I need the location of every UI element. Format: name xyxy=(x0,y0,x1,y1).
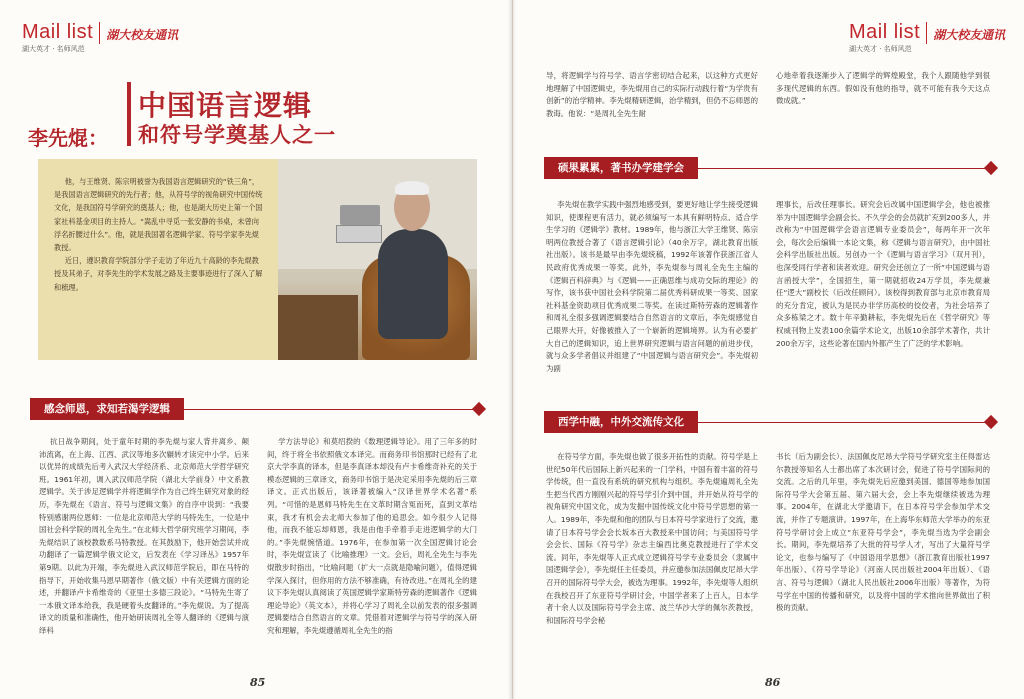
article-title-line2: 和符号学奠基人之一 xyxy=(138,122,336,147)
body-paragraph: 导，将逻辑学与符号学、语言学密切结合起来，以这种方式更好地理解了中国逻辑史，李先焜用自己的实际行动践行着“为学贵有创新”的治学精神。李先焜精研逻辑，治学精到，但仍不忘师恩的教诲。他说：“是周礼全先生耐 xyxy=(546,71,758,118)
section-header-2 xyxy=(544,157,996,179)
title-accent-bar xyxy=(127,82,131,146)
text-column-right-top-2 xyxy=(776,70,990,126)
spine-fold xyxy=(508,0,516,699)
section-header-3 xyxy=(544,411,996,433)
diamond-icon xyxy=(472,402,486,416)
body-paragraph: 书长（后为副会长）、法国佩皮尼昂大学符号学研究室主任得雷达尔教授等知名人士都出席了本次研讨会，促进了符号学国际间的交流。之后的几年里，李先焜先后应邀到美国、德国等地参加国际符号学大会第五届、第六届大会，会上李先焜继续被选为理事。2004年，在湖北大学邀请下，在日本符号学会参加学术交流，并作了专题演讲。1997年，在上海华东师范大学举办的东亚符号学研讨会上成立“东亚符号学会”，李先焜当选为学会副会长。期间，李先焜培养了大批的符号学人才，写出了大量符号学论文，也参与编写了《中国语用学思想》（浙江教育出版社1997年出版）、《符号学导论》（河南人民出版社2004年出版）、《语言、符号与逻辑》（湖北人民出版社2006年出版）等著作，为符号学在中国的传播和研究，以及将中国的学术推向世界做出了积极的贡献。 xyxy=(776,452,990,613)
section-rule xyxy=(698,422,996,423)
section-title-3: 西学中融，中外交流传文化 xyxy=(544,411,698,433)
intro-paragraph: 他，与王维贤、陈宗明被誉为我国语言逻辑研究的“铁三角”，是我国语言逻辑研究的先行者；他，从符号学的视角研究中国传统文化，是我国符号学研究的奠基人；他，也是湖大历史上第一个国家社科基金项目的主持人。“嵩乱中寻觅一张安静的书桌，未曾向浮名折腰过什么”。他，就是我国著名逻辑学家、符号学家李先焜教授。 xyxy=(54,177,263,253)
body-paragraph: 在符号学方面，李先焜也做了很多开拓性的贡献。符号学是上世纪50年代后国际上新兴起来的一门学科，中国有着丰富的符号学传统，但一直没有系统的研究机构与组织。李先焜遍周礼全先生把当代西方刚刚兴起的符号学引介到中国，并开始从符号学的视角研究中国文化，成为发掘中国传统文化中符号学思想的第一人。1989年，李先焜和他的团队与日本符号学家进行了交流，邀请了日本符号学会会长坂本百大教授来中国访问；与美国符号学会会长、国际《符号学》杂志主编西比奥克教授进行了学术交流。同年，李先焜等人正式成立逻辑符号学专业委员会（隶属中国逻辑学会），李先焜任主任委员，并应邀参加法国佩皮尼昂大学召开的国际符号学大会，被选为理事。1992年，李先焜等人组织在我校召开了东亚符号学研讨会，中国学者来了上百人，日本学者十余人以及国际符号学会主席、波兰华沙大学的佩尔茨教授，和国际符号学会秘 xyxy=(546,452,758,625)
article-title-line1: 中国语言逻辑 xyxy=(138,89,313,122)
text-column-right-mid-1 xyxy=(546,199,758,379)
section-title-2: 硕果累累，著书办学建学会 xyxy=(544,157,698,179)
mail-list-label: Mail list xyxy=(22,21,94,43)
section-header-1 xyxy=(30,398,484,420)
mail-list-label: Mail list xyxy=(849,21,921,43)
body-paragraph: 学方法导论》和莫绍揆的《数理逻辑导论》。用了三年多的时间，终于将全书依照俄文本译完。而商务印书馆那时已经有了北京大学李真的译本，但是李真译本却没有卢卡希维奇补充的关于模态逻辑的三章译文，商务印书馆于是决定采用李先焜的后三章译文。正式出版后，该译著被编入“汉译世界学术名著”系列。“可惜的是恩师马特先生在文革时期含冤而死，直到文革结束，我才有机会去北师大参加了他的追思会。如今很少人记得他，而我不能忘却师恩，我是由他手牵着手走进逻辑学的大门的。”李先焜惋惜道。1976年，在参加第一次全国逻辑讨论会时，李先焜宣读了《比喻推理》一文。会后，周礼全先生与李先焜散步时指出，“比喻问题（扩大一点就是隐喻问题），值得逻辑学深入探讨，但你用的方法不够准确，有待改进。”在周礼全的建议下李先焜认真阅读了英国逻辑学家斯特劳森的逻辑著作《逻辑理论导论》（英文本），并将心学习了周礼全以前发表的很多强调逻辑要结合自然语言的文章。凭借着对逻辑学与符号学的深入研究和理解，李先焜遵循周礼全先生的指 xyxy=(267,437,477,635)
diamond-icon xyxy=(984,161,998,175)
header-subtitle: 湖大英才 · 名师风范 xyxy=(849,45,912,53)
header-subtitle: 湖大英才 · 名师风范 xyxy=(22,45,85,53)
text-column-left-2 xyxy=(267,436,477,680)
text-column-right-mid-2 xyxy=(776,199,990,379)
body-paragraph: 李先焜在教学实践中强烈地感受到，要更好地让学生接受逻辑知识，使课程更有活力，就必须编写一本具有鲜明特点、适合学生学习的《逻辑学》教材。1989年，他与浙江大学王维贤、陈宗明两位教授合著了《语言逻辑引论》（40余万字，湖北教育出版社出版）。该书是最早由李先焜统稿，1992年该著作获浙江省人民政府优秀成果一等奖。此外，李先焜参与周礼全先生主编的《逻辑百科辞典》与《逻辑——正确思维与成功交际的理论》的写作，该书获中国社会科学院第二届优秀科研成果一等奖、国家社科基金资助项目优秀成果二等奖。在读过斯特劳森的逻辑著作和周礼全很多强调逻辑要结合自然语言的文章后，李先焜感觉自己眼界大开，好像被推入了一个崭新的逻辑境界。认为有必要扩大自己的逻辑知识，追上世界研究逻辑与语言问题的前进步伐，就与众多学者倡议并组建了“中国逻辑与语言研究会”。李先焜初为副 xyxy=(546,200,758,373)
body-paragraph: 心地牵着我逐渐步入了逻辑学的辉煌殿堂，我个人跟随他学到很多现代逻辑的东西。假如没有他的指导，就不可能有我今天这点微成就。” xyxy=(776,71,990,106)
section-rule xyxy=(698,168,996,169)
text-column-right-bottom-1 xyxy=(546,451,758,681)
text-column-right-bottom-2 xyxy=(776,451,990,681)
diamond-icon xyxy=(984,415,998,429)
body-paragraph: 理事长，后改任理事长。研究会后改属中国逻辑学会，他也被推举为中国逻辑学会副会长。不久学会的会员就扩充到200多人，并改称为“中国逻辑学会语言逻辑专业委员会”，每两年开一次年会，每次会后编辑一本论文集，称《逻辑与语言研究》，由中国社会科学出版社出版。另创办一个《逻辑与语言学习》（双月刊），也深受同行学者和读者欢迎。研究会还创立了一所“中国逻辑与语言函授大学”，全国招生，第一期就招收24万学员，李先焜兼任“逻大”副校长（后改任顾问）。该校得到教育部与北京市教育局的充分肯定，被认为是民办非学历高校的佼佼者，为社会培养了众多栋梁之才。数十年辛勤耕耘，李先焜先后在《哲学研究》等权威刊物上发表100余篇学术论文，出版10余部学术著作，共计200余万字，这些论著在国内外都产生了广泛的学术影响。 xyxy=(776,200,990,348)
text-column-right-top-1 xyxy=(546,70,758,126)
header-divider xyxy=(926,22,927,44)
page-header-left xyxy=(22,22,178,54)
article-kicker: 李先焜： xyxy=(28,126,108,150)
text-column-left-1 xyxy=(39,436,249,680)
header-divider xyxy=(99,22,100,44)
body-paragraph: 抗日战争期间，处于童年时期的李先焜与家人背井离乡、颠沛流离，在上海、江西、武汉等地多次辗转才读完中小学。后来以优异的成绩先后考入武汉大学经济系、北京师范大学哲学研究班。1961年初，调入武汉师范学院（湖北大学前身）中文系教逻辑学。关于涉足逻辑学并将逻辑学作为自己终生研究对象的经历，李先焜在《语言、符号与逻辑文集》的自序中说到：“我要特别感谢两位恩师：一位是北京师范大学的马特先生，一位是中国社会科学院的周礼全先生。”在北师大哲学研究班学习期间，李先焜结识了该校教数系马特教授。在其鼓励下，他开始尝试并成功翻译了一篇逻辑学俄文论文，后发表在《学习译丛》1957年第9期。以此为开端，李先焜进入武汉师范学院后，即在马特的指导下，开始收集马恩早期著作（俄文版）中有关逻辑方面的论述，并翻译卢卡希维奇的《亚里士多德三段论》。“马特先生寄了一本俄文译本给我，我是硬着头皮翻译的。”李先焜说。为了提高译文的质量和准确性，他开始研读周礼全等人翻译的《逻辑与演绎科 xyxy=(39,437,249,635)
section-rule xyxy=(184,409,484,410)
portrait-photo xyxy=(278,159,477,360)
printer-icon xyxy=(336,225,382,243)
page-header-right xyxy=(849,22,1005,54)
brand-logo: 湖大校友通讯 xyxy=(933,28,1006,42)
page-number-right: 86 xyxy=(765,676,781,689)
page-number-left: 85 xyxy=(250,676,266,689)
intro-box xyxy=(38,159,278,360)
brand-logo: 湖大校友通讯 xyxy=(106,28,179,42)
section-title-1: 感念师恩，求知若渴学逻辑 xyxy=(30,398,184,420)
intro-paragraph-2: 近日，遵识教育学院部分学子走访了年近九十高龄的李先焜教授及其弟子，对李先生的学术发展之路及主要事迹进行了深入了解和梳理。 xyxy=(54,256,263,292)
